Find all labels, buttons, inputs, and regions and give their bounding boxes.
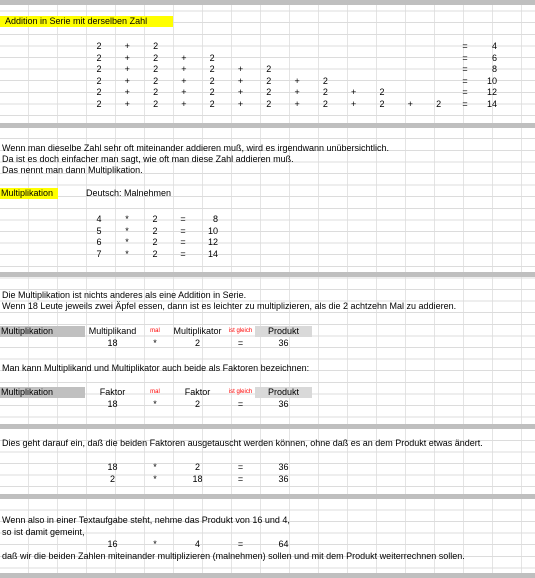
sum-cell[interactable]: 10 — [486, 75, 497, 86]
plus-sign[interactable]: + — [351, 87, 357, 98]
product-cell[interactable]: 36 — [278, 473, 289, 484]
equals-sign[interactable]: = — [237, 539, 244, 549]
page-title[interactable]: Addition in Serie mit derselben Zahl — [0, 16, 173, 27]
factor-cell[interactable]: 2 — [152, 214, 158, 224]
separator-band — [0, 573, 535, 578]
value-multiplikand[interactable]: 18 — [107, 338, 118, 348]
header-faktor[interactable]: Faktor — [99, 387, 126, 397]
mal-label[interactable]: mal — [150, 389, 160, 395]
times-sign[interactable]: * — [125, 214, 129, 224]
equals-sign[interactable]: = — [237, 473, 244, 484]
plus-sign[interactable]: + — [181, 64, 187, 75]
times-sign[interactable]: * — [125, 248, 129, 259]
header-faktor[interactable]: Faktor — [184, 387, 211, 397]
text-line[interactable]: so ist damit gemeint, — [2, 527, 85, 537]
addend-cell[interactable]: 2 — [322, 87, 328, 98]
times-sign[interactable]: * — [153, 539, 157, 549]
text-line[interactable]: daß wir die beiden Zahlen miteinander multiplizieren (malnehmen) sollen und mit dem Produkt weiterrechnen sollen. — [2, 551, 465, 561]
value-faktor[interactable]: 18 — [107, 399, 118, 409]
equals-sign[interactable]: = — [462, 41, 468, 51]
addend-cell[interactable]: 2 — [209, 52, 215, 63]
addend-cell[interactable]: 2 — [209, 64, 215, 75]
factor-cell[interactable]: 7 — [96, 248, 102, 259]
equals-sign[interactable]: = — [462, 99, 468, 109]
mal-label[interactable]: mal — [150, 328, 160, 334]
times-sign[interactable]: * — [125, 237, 129, 248]
factor-cell[interactable]: 2 — [152, 248, 158, 259]
addend-cell[interactable]: 2 — [96, 99, 102, 109]
equals-sign[interactable]: = — [237, 462, 244, 472]
plus-sign[interactable]: + — [124, 41, 130, 51]
plus-sign[interactable]: + — [237, 99, 244, 109]
ist-gleich-label[interactable]: ist gleich — [228, 328, 253, 334]
text-line[interactable]: Dies geht darauf ein, daß die beiden Faktoren ausgetauscht werden können, ohne daß es an dem Produkt etwas ändert. — [2, 438, 483, 448]
header-produkt[interactable]: Produkt — [255, 387, 312, 398]
plus-sign[interactable]: + — [181, 52, 187, 63]
plus-sign[interactable]: + — [351, 99, 357, 109]
equals-sign[interactable]: = — [180, 225, 186, 236]
addend-cell[interactable]: 2 — [153, 64, 159, 75]
addend-cell[interactable]: 2 — [379, 99, 385, 109]
factor-cell[interactable]: 4 — [96, 214, 102, 224]
deutsch-label[interactable]: Deutsch: Malnehmen — [86, 188, 172, 198]
text-line[interactable]: Wenn man dieselbe Zahl sehr oft miteinander addieren muß, wird es irgendwann unübersichtlich. — [2, 143, 390, 153]
factor-cell[interactable]: 2 — [109, 473, 115, 484]
value-produkt[interactable]: 36 — [278, 338, 289, 348]
equals-sign[interactable]: = — [462, 64, 468, 75]
addend-cell[interactable]: 2 — [153, 87, 159, 98]
sum-cell[interactable]: 4 — [491, 41, 497, 51]
plus-sign[interactable]: + — [124, 52, 130, 63]
addend-cell[interactable]: 2 — [153, 52, 159, 63]
product-cell[interactable]: 12 — [207, 237, 218, 248]
section-label-multiplikation[interactable]: Multiplikation — [0, 387, 85, 398]
section-label-multiplikation[interactable]: Multiplikation — [0, 326, 85, 337]
addend-cell[interactable]: 2 — [153, 41, 159, 51]
addend-cell[interactable]: 2 — [96, 64, 102, 75]
equals-sign[interactable]: = — [180, 214, 186, 224]
sum-cell[interactable]: 6 — [491, 52, 497, 63]
plus-sign[interactable]: + — [124, 87, 130, 98]
equals-sign[interactable]: = — [462, 52, 468, 63]
plus-sign[interactable]: + — [124, 99, 130, 109]
plus-sign[interactable]: + — [294, 99, 300, 109]
plus-sign[interactable]: + — [237, 64, 244, 75]
factor-cell[interactable]: 2 — [194, 462, 200, 472]
addend-cell[interactable]: 2 — [96, 52, 102, 63]
value-faktor[interactable]: 2 — [194, 399, 200, 409]
text-line[interactable]: Wenn 18 Leute jeweils zwei Äpfel essen, dann ist es leichter zu multiplizieren, als die 2 achtzehn Mal zu addieren. — [2, 301, 457, 311]
equals-sign[interactable]: = — [237, 338, 244, 348]
value-multiplikator[interactable]: 2 — [194, 338, 200, 348]
final-factor-a[interactable]: 16 — [107, 539, 118, 549]
factor-cell[interactable]: 6 — [96, 237, 102, 248]
sum-cell[interactable]: 12 — [486, 87, 497, 98]
product-cell[interactable]: 14 — [207, 248, 218, 259]
addend-cell[interactable]: 2 — [153, 75, 159, 86]
plus-sign[interactable]: + — [294, 75, 300, 86]
plus-sign[interactable]: + — [237, 87, 244, 98]
equals-sign[interactable]: = — [462, 75, 468, 86]
plus-sign[interactable]: + — [181, 87, 187, 98]
times-sign[interactable]: * — [153, 399, 157, 409]
addend-cell[interactable]: 2 — [96, 75, 102, 86]
plus-sign[interactable]: + — [181, 99, 187, 109]
text-line[interactable]: Da ist es doch einfacher man sagt, wie oft man diese Zahl addieren muß. — [2, 154, 294, 164]
addend-cell[interactable]: 2 — [266, 87, 272, 98]
text-line[interactable]: Das nennt man dann Multiplikation. — [2, 165, 143, 175]
header-produkt[interactable]: Produkt — [255, 326, 312, 337]
factor-cell[interactable]: 2 — [152, 225, 158, 236]
plus-sign[interactable]: + — [181, 75, 187, 86]
value-produkt[interactable]: 36 — [278, 399, 289, 409]
addend-cell[interactable]: 2 — [209, 99, 215, 109]
times-sign[interactable]: * — [153, 462, 157, 472]
factor-cell[interactable]: 18 — [107, 462, 118, 472]
separator-band — [0, 424, 535, 429]
equals-sign[interactable]: = — [237, 399, 244, 409]
addend-cell[interactable]: 2 — [322, 99, 328, 109]
times-sign[interactable]: * — [125, 225, 129, 236]
addend-cell[interactable]: 2 — [209, 75, 215, 86]
plus-sign[interactable]: + — [124, 64, 130, 75]
ist-gleich-label[interactable]: ist gleich — [228, 389, 253, 395]
plus-sign[interactable]: + — [407, 99, 413, 109]
text-line[interactable]: Man kann Multiplikand und Multiplikator auch beide als Faktoren bezeichnen: — [2, 363, 310, 373]
factor-cell[interactable]: 18 — [192, 473, 203, 484]
equals-sign[interactable]: = — [462, 87, 468, 98]
final-product[interactable]: 64 — [278, 539, 289, 549]
addend-cell[interactable]: 2 — [266, 64, 272, 75]
addend-cell[interactable]: 2 — [96, 41, 102, 51]
addend-cell[interactable]: 2 — [436, 99, 442, 109]
plus-sign[interactable]: + — [294, 87, 300, 98]
times-sign[interactable]: * — [153, 473, 157, 484]
factor-cell[interactable]: 2 — [152, 237, 158, 248]
addend-cell[interactable]: 2 — [153, 99, 159, 109]
equals-sign[interactable]: = — [180, 237, 186, 248]
product-cell[interactable]: 10 — [207, 225, 218, 236]
text-line[interactable]: Die Multiplikation ist nichts anderes als eine Addition in Serie. — [2, 290, 247, 300]
addend-cell[interactable]: 2 — [322, 75, 328, 86]
addend-cell[interactable]: 2 — [266, 99, 272, 109]
plus-sign[interactable]: + — [124, 75, 130, 86]
separator-band — [0, 123, 535, 128]
separator-band — [0, 272, 535, 277]
addend-cell[interactable]: 2 — [96, 87, 102, 98]
section-label-multiplikation[interactable]: Multiplikation — [0, 188, 58, 199]
separator-band — [0, 494, 535, 499]
addend-cell[interactable]: 2 — [209, 87, 215, 98]
addend-cell[interactable]: 2 — [379, 87, 385, 98]
header-multiplikator[interactable]: Multiplikator — [173, 326, 222, 336]
product-cell[interactable]: 8 — [212, 214, 218, 224]
equals-sign[interactable]: = — [180, 248, 186, 259]
factor-cell[interactable]: 5 — [96, 225, 102, 236]
text-line[interactable]: Wenn also in einer Textaufgabe steht, nehme das Produkt von 16 und 4, — [2, 515, 290, 525]
sum-cell[interactable]: 14 — [486, 99, 497, 109]
plus-sign[interactable]: + — [237, 75, 244, 86]
final-factor-b[interactable]: 4 — [194, 539, 200, 549]
times-sign[interactable]: * — [153, 338, 157, 348]
separator-band — [0, 0, 535, 5]
sum-cell[interactable]: 8 — [491, 64, 497, 75]
header-multiplikand[interactable]: Multiplikand — [88, 326, 137, 336]
product-cell[interactable]: 36 — [278, 462, 289, 472]
addend-cell[interactable]: 2 — [266, 75, 272, 86]
